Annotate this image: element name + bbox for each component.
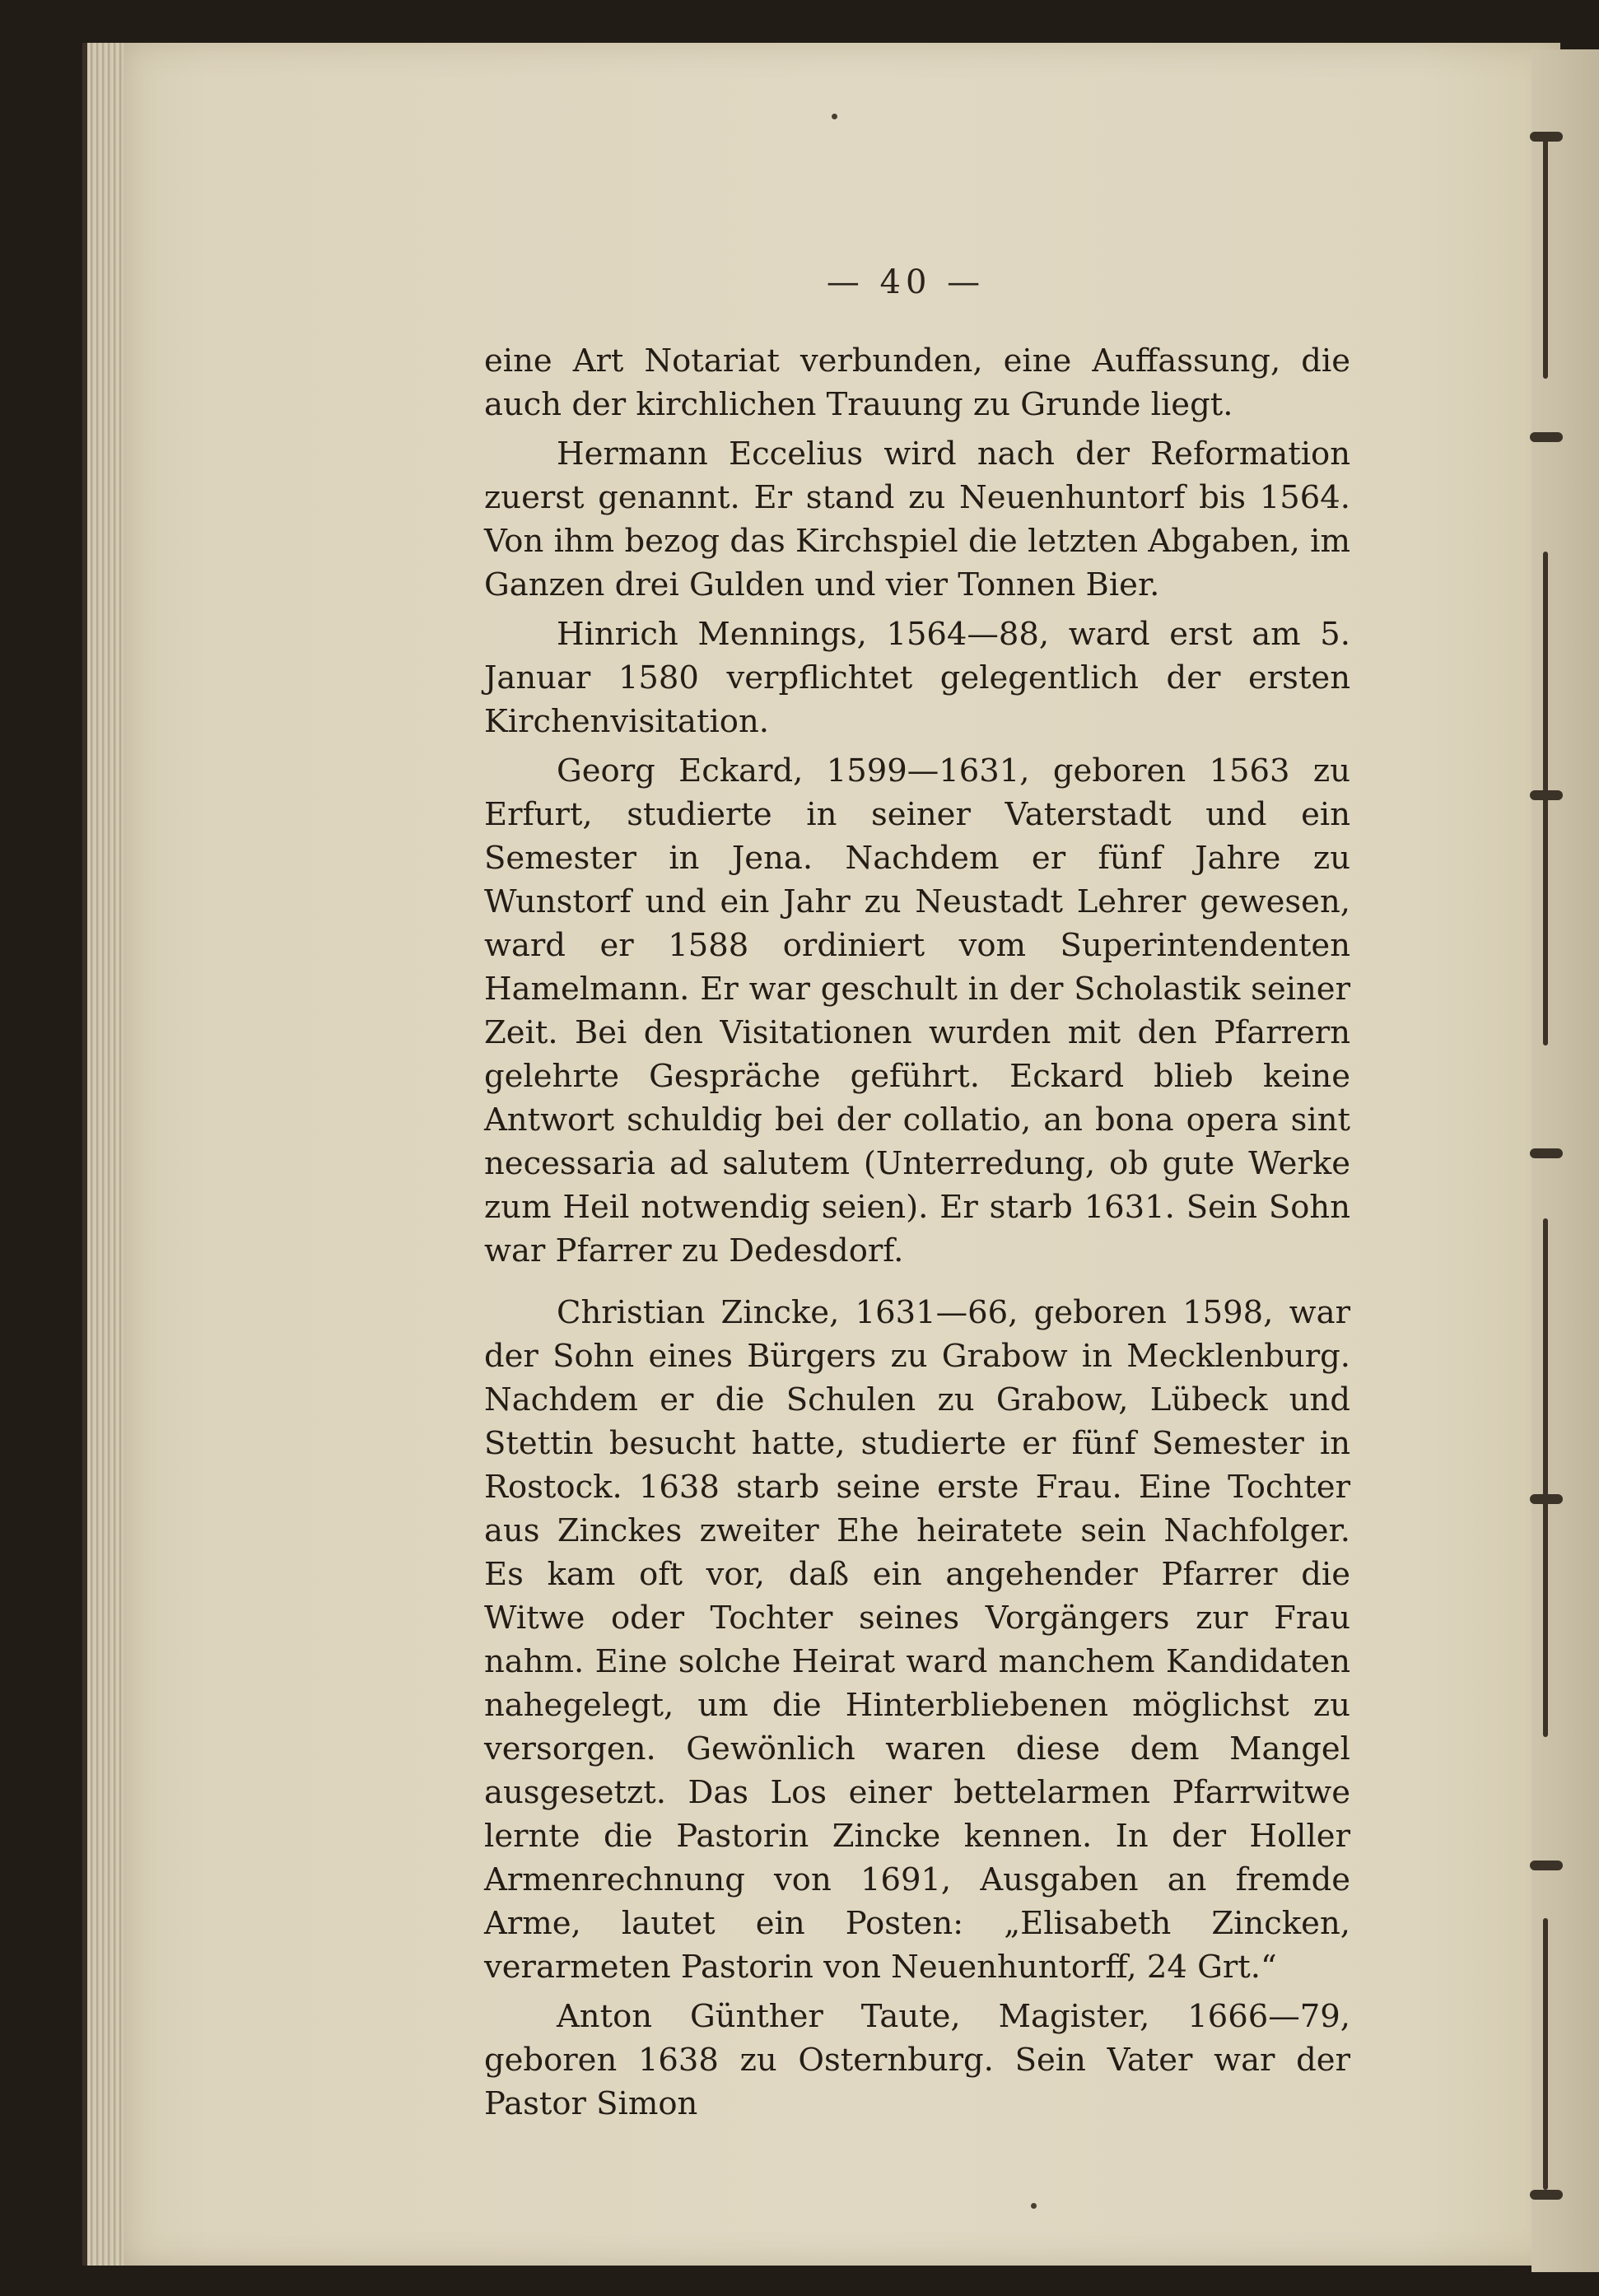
paragraph: Christian Zincke, 1631—66, geboren 1598, war der Sohn eines Bürgers zu Grabow in Mecklenburg. Nachdem er die Schulen zu Grabow, Lübeck und Stettin besucht hatte, studierte er fünf Semester in Rostock. 1638 starb seine erste Frau. Eine Tochter aus Zinckes zweiter Ehe heiratete sein Nachfolger. Es kam oft vor, daß ein angehender Pfarrer die Witwe oder Tochter seines Vorgängers zur Frau nahm. Eine solche Heirat ward manchem Kandidaten nahegelegt, um die Hinterbliebenen möglichst zu versorgen. Gewönlich waren diese dem Mangel ausgesetzt. Das Los einer bettelarmen Pfarrwitwe lernte die Pastorin Zincke kennen. In der Holler Armenrechnung von 1691, Ausgaben an fremde Arme, lautet ein Posten: „Elisabeth Zincken, verarmeten Pastorin von Neuenhuntorff, 24 Grt.“ [484,1294,1350,1986]
binding-thread [1543,132,1548,379]
paper-speck [1031,2203,1037,2209]
binding-thread [1543,1918,1548,2190]
page-body [484,339,1350,2131]
binding-gutter [1531,49,1599,2272]
binding-knot [1530,1861,1563,1870]
binding-thread [1543,1218,1548,1737]
binding-knot [1530,1148,1563,1158]
binding-knot [1530,432,1563,442]
binding-knot [1530,132,1563,142]
paper-speck [832,114,837,119]
paragraph: Anton Günther Taute, Magister, 1666—79, geboren 1638 zu Osternburg. Sein Vater war der Pastor Simon [484,1998,1350,2122]
paragraph: eine Art Notariat verbunden, eine Auffassung, die auch der kirchlichen Trauung zu Grunde liegt. [484,342,1350,423]
binding-knot [1530,1494,1563,1504]
binding-knot [1530,790,1563,800]
page-number: — 40 — [826,263,986,301]
binding-knot [1530,2190,1563,2200]
paragraph: Georg Eckard, 1599—1631, geboren 1563 zu Erfurt, studierte in seiner Vaterstadt und ein Semester in Jena. Nachdem er fünf Jahre zu Wunstorf und ein Jahr zu Neustadt Lehrer gewesen, ward er 1588 ordiniert vom Superintendenten Hamelmann. Er war geschult in der Scholastik seiner Zeit. Bei den Visitationen wurden mit den Pfarrern gelehrte Gespräche geführt. Eckard blieb keine Antwort schuldig bei der collatio, an bona opera sint necessaria ad salutem (Unterredung, ob gute Werke zum Heil notwendig seien). Er starb 1631. Sein Sohn war Pfarrer zu Dedesdorf. [484,752,1350,1269]
paragraph: Hinrich Mennings, 1564—88, ward erst am 5. Januar 1580 verpflichtet gelegentlich der ersten Kirchenvisitation. [484,616,1350,740]
paragraph: Hermann Eccelius wird nach der Reformation zuerst genannt. Er stand zu Neuenhuntorf bis 1564. Von ihm bezog das Kirchspiel die letzten Abgaben, im Ganzen drei Gulden und vier Tonnen Bier. [484,435,1350,603]
